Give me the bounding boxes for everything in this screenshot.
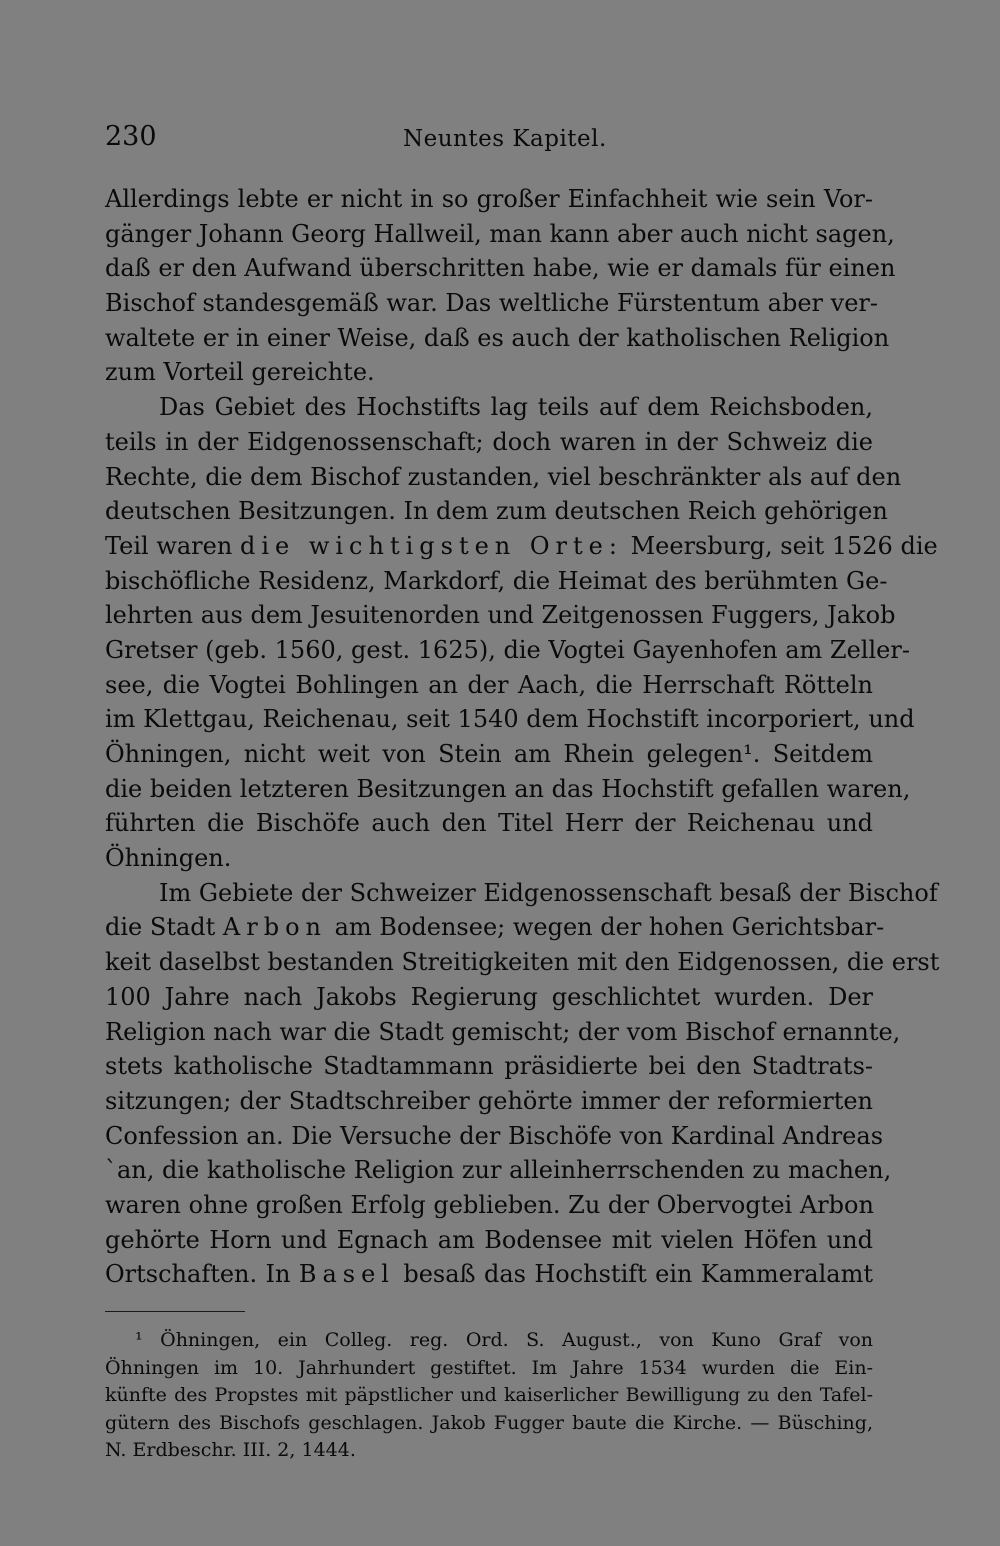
text-line: teils in der Eidgenossenschaft; doch waren in der Schweiz die	[105, 427, 873, 456]
footnote-divider	[105, 1311, 245, 1312]
text-line: Confession an. Die Versuche der Bischöfe von Kardinal Andreas	[105, 1121, 884, 1150]
text-segment: besaß das Hochstift ein Kammeralamt	[394, 1260, 874, 1289]
text-segment: die Stadt	[105, 913, 223, 942]
text-line: zum Vorteil gereichte.	[105, 358, 375, 387]
text-segment: Teil waren	[105, 531, 240, 560]
main-text	[105, 182, 940, 1292]
text-line	[105, 910, 885, 945]
text-line: sitzungen; der Stadtschreiber gehörte immer der reformierten	[105, 1086, 873, 1115]
footnote	[105, 1327, 873, 1465]
footnote-line: ¹ Öhningen, ein Colleg. reg. Ord. S. August., von Kuno Graf von	[135, 1329, 873, 1351]
text-line: Im Gebiete der Schweizer Eidgenossenschaft besaß der Bischof	[159, 878, 938, 907]
text-line: waren ohne großen Erfolg geblieben. Zu der Obervogtei Arbon	[105, 1190, 874, 1219]
text-line: waltete er in einer Weise, daß es auch der katholischen Religion	[105, 323, 890, 352]
text-line: deutschen Besitzungen. In dem zum deutschen Reich gehörigen	[105, 497, 888, 526]
running-head	[105, 117, 873, 161]
text-line: Religion nach war die Stadt gemischt; der vom Bischof ernannte,	[105, 1017, 901, 1046]
text-line: Öhningen, nicht weit von Stein am Rhein gelegen¹. Seitdem	[105, 740, 873, 768]
text-line: Allerdings lebte er nicht in so großer Einfachheit wie sein Vor-	[105, 185, 873, 213]
page-number: 230	[105, 121, 157, 152]
text-line: gänger Johann Georg Hallweil, man kann aber auch nicht sagen,	[105, 219, 895, 248]
text-line: Bischof standesgemäß war. Das weltliche Fürstentum aber ver-	[105, 289, 878, 318]
footnote-line: Öhningen im 10. Jahrhundert gestiftet. Im Jahre 1534 wurden die Ein-	[105, 1356, 873, 1379]
text-line: daß er den Aufwand überschritten habe, wie er damals für einen	[105, 254, 896, 283]
text-segment: am Bodensee; wegen der hohen Gerichtsbar-	[326, 913, 885, 942]
text-line: see, die Vogtei Bohlingen an der Aach, die Herrschaft Rötteln	[105, 670, 873, 699]
text-segment: Meersburg, seit 1526 die	[622, 531, 938, 560]
text-line: Rechte, die dem Bischof zustanden, viel beschränkter als auf den	[105, 462, 902, 491]
text-line: führten die Bischöfe auch den Titel Herr der Reichenau und	[105, 809, 873, 838]
spaced-emphasis: Arbon	[222, 913, 327, 942]
text-line: bischöfliche Residenz, Markdorf, die Heimat des berühmten Ge-	[105, 566, 888, 595]
footnote-line: N. Erdbeschr. III. 2, 1444.	[105, 1439, 356, 1461]
text-line: Öhningen.	[105, 844, 232, 873]
text-line: im Klettgau, Reichenau, seit 1540 dem Hochstift incorporiert, und	[105, 705, 915, 734]
text-line	[105, 1257, 873, 1292]
spaced-emphasis: Basel	[298, 1260, 395, 1289]
text-line: Gretser (geb. 1560, gest. 1625), die Vogtei Gayenhofen am Zeller-	[105, 635, 910, 664]
text-line: keit daselbst bestanden Streitigkeiten mit den Eidgenossen, die erst	[105, 948, 940, 977]
text-line: lehrten aus dem Jesuitenorden und Zeitgenossen Fuggers, Jakob	[105, 601, 896, 630]
text-segment: Ortschaften. In	[105, 1260, 299, 1289]
footnote-line: gütern des Bischofs geschlagen. Jakob Fugger baute die Kirche. — Büsching,	[105, 1411, 873, 1434]
text-line: Das Gebiet des Hochstifts lag teils auf dem Reichsboden,	[159, 393, 873, 422]
text-line: stets katholische Stadtammann präsidierte bei den Stadtrats-	[105, 1052, 873, 1081]
spaced-emphasis: die wichtigsten Orte:	[239, 531, 623, 560]
text-line: die beiden letzteren Besitzungen an das Hochstift gefallen waren,	[105, 774, 911, 803]
text-line: gehörte Horn und Egnach am Bodensee mit vielen Höfen und	[105, 1225, 873, 1254]
text-line: 100 Jahre nach Jakobs Regierung geschlichtet wurden. Der	[105, 982, 873, 1011]
running-title: Neuntes Kapitel.	[403, 126, 607, 152]
text-line: `an, die katholische Religion zur alleinherrschenden zu machen,	[105, 1156, 892, 1185]
footnote-line: künfte des Propstes mit päpstlicher und kaiserlicher Bewilligung zu den Tafel-	[105, 1384, 873, 1406]
text-line	[105, 529, 938, 564]
